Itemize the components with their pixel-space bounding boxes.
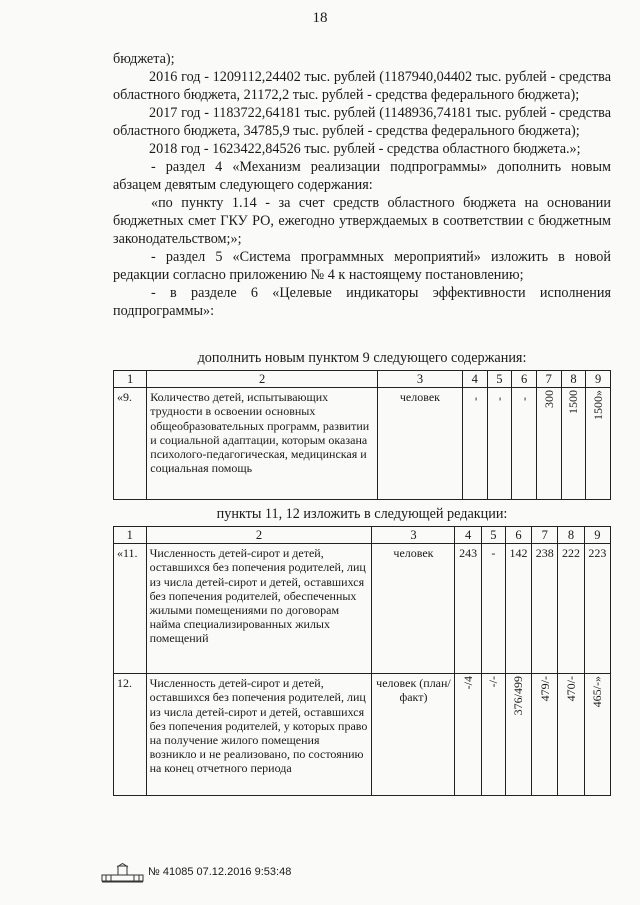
header-cell: 9 bbox=[586, 371, 611, 388]
value-cell: 222 bbox=[558, 544, 584, 674]
table-header-row bbox=[114, 371, 611, 388]
paragraph: - раздел 5 «Система программных мероприятий» изложить в новой редакции согласно приложению № 4 к настоящему постановлению; bbox=[113, 249, 611, 283]
header-cell: 2 bbox=[147, 371, 378, 388]
value-cell: - bbox=[481, 544, 505, 674]
value-cell: - bbox=[467, 397, 482, 402]
value-cell: 300 bbox=[541, 390, 556, 409]
value-cell: 243 bbox=[455, 544, 481, 674]
header-cell: 6 bbox=[512, 371, 537, 388]
table-row bbox=[114, 388, 611, 500]
header-cell: 4 bbox=[462, 371, 487, 388]
paragraph: - раздел 4 «Механизм реализации подпрограммы» дополнить новым абзацем девятым следующего содержания: bbox=[113, 159, 611, 193]
header-cell: 5 bbox=[481, 527, 505, 544]
value-cell: - bbox=[516, 397, 531, 402]
registration-stamp: № 41085 07.12.2016 9:53:48 bbox=[148, 866, 292, 878]
header-cell: 3 bbox=[378, 371, 463, 388]
header-cell: 1 bbox=[114, 371, 147, 388]
header-cell: 7 bbox=[536, 371, 561, 388]
unit-cell: человек bbox=[372, 544, 455, 674]
building-logo-icon bbox=[100, 863, 145, 883]
value-cell: 465/-» bbox=[590, 676, 605, 708]
header-cell: 8 bbox=[558, 527, 584, 544]
value-cell: 238 bbox=[532, 544, 558, 674]
unit-cell: человек (план/факт) bbox=[372, 674, 455, 796]
header-cell: 7 bbox=[532, 527, 558, 544]
page-number: 18 bbox=[312, 10, 328, 26]
paragraph: бюджета); bbox=[113, 51, 175, 67]
row-number: «11. bbox=[114, 544, 147, 674]
header-cell: 2 bbox=[146, 527, 372, 544]
value-cell: 1500 bbox=[566, 390, 581, 415]
indicator-name: Количество детей, испытывающих трудности в освоении основных общеобразовательных программ, развитии и социальной адаптации, которым оказана психолого-педагогическая, медицинская и социальная помощь bbox=[147, 388, 378, 500]
value-cell: 470/- bbox=[563, 676, 578, 702]
table-row bbox=[114, 544, 611, 674]
paragraph: 2018 год - 1623422,84526 тыс. рублей - средства областного бюджета.»; bbox=[149, 141, 581, 157]
header-cell: 6 bbox=[505, 527, 531, 544]
row-number: «9. bbox=[114, 388, 147, 500]
value-cell: -/4 bbox=[461, 676, 475, 690]
value-cell: 223 bbox=[584, 544, 610, 674]
paragraph: - в разделе 6 «Целевые индикаторы эффективности исполнения подпрограммы»: bbox=[113, 285, 611, 319]
indicators-table-2 bbox=[113, 526, 611, 796]
header-cell: 4 bbox=[455, 527, 481, 544]
paragraph: 2016 год - 1209112,24402 тыс. рублей (1187940,04402 тыс. рублей - средства областного бюджета, 21172,2 тыс. рублей - средства федерального бюджета); bbox=[113, 69, 611, 103]
value-cell: -/- bbox=[486, 676, 501, 688]
value-cell: 142 bbox=[505, 544, 531, 674]
header-cell: 3 bbox=[372, 527, 455, 544]
unit-cell: человек bbox=[378, 388, 463, 500]
header-cell: 1 bbox=[114, 527, 147, 544]
value-cell: - bbox=[492, 397, 507, 402]
header-cell: 5 bbox=[487, 371, 512, 388]
indicator-name: Численность детей-сирот и детей, оставшихся без попечения родителей, лиц из числа детей-сирот и детей, оставшихся без попечения родителей, обеспеченных жилыми помещениями по договорам найма специализированных жилых помещений bbox=[146, 544, 372, 674]
indicators-table-1 bbox=[113, 370, 611, 500]
table-header-row bbox=[114, 527, 611, 544]
value-cell: 376/499 bbox=[511, 676, 526, 716]
table1-intro: дополнить новым пунктом 9 следующего содержания: bbox=[197, 350, 527, 366]
body-text bbox=[113, 50, 611, 320]
value-cell: 1500» bbox=[591, 390, 606, 421]
row-number: 12. bbox=[114, 674, 147, 796]
table-row bbox=[114, 674, 611, 796]
header-cell: 8 bbox=[561, 371, 586, 388]
header-cell: 9 bbox=[584, 527, 610, 544]
value-cell: 479/- bbox=[537, 676, 552, 702]
table2-intro: пункты 11, 12 изложить в следующей редакции: bbox=[216, 506, 508, 522]
paragraph: 2017 год - 1183722,64181 тыс. рублей (1148936,74181 тыс. рублей - средства областного бюджета, 34785,9 тыс. рублей - средства федерального бюджета); bbox=[113, 105, 611, 139]
paragraph: «по пункту 1.14 - за счет средств областного бюджета на основании бюджетных смет ГКУ РО, ежегодно утверждаемых в соответствии с бюджетным законодательством;»; bbox=[113, 195, 611, 247]
indicator-name: Численность детей-сирот и детей, оставшихся без попечения родителей, лиц из числа детей-сирот и детей, оставшихся без попечения родителей, у которых право на получение жилого помещения возникло и не реализовано, по состоянию на конец отчетного периода bbox=[146, 674, 372, 796]
